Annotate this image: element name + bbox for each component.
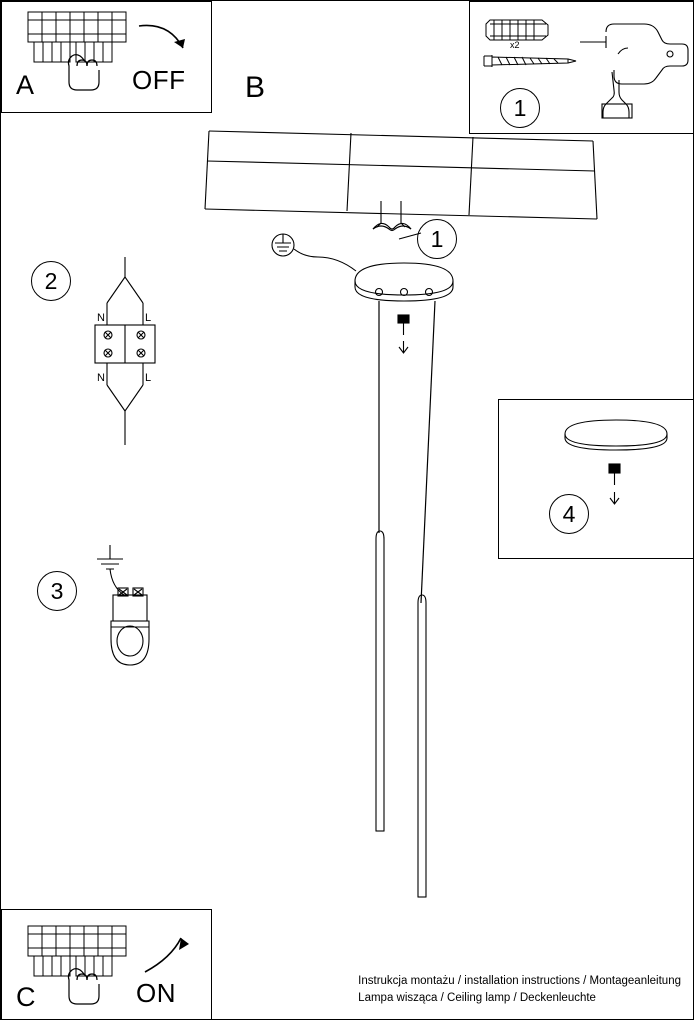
panel-a-letter: A <box>16 70 35 100</box>
step-4-panel <box>498 399 694 559</box>
panel-b-letter: B <box>245 71 266 104</box>
step-2-number: 2 <box>31 261 71 301</box>
footer-text <box>358 973 681 1008</box>
terminal-label-l-top: L <box>145 312 152 324</box>
footer-line-1: Instrukcja montażu / installation instructions / Montageanleitung <box>358 974 681 987</box>
screw-icon <box>480 50 580 72</box>
panel-c-caption: ON <box>136 978 176 1008</box>
earth-lamp-holder-icon <box>83 541 193 711</box>
bracket-callout-number: 1 <box>417 219 457 259</box>
step-1-multiplier: x2 <box>510 40 520 50</box>
step-2-panel <box>21 253 201 453</box>
terminal-label-n-bottom: N <box>97 372 105 384</box>
step-4-number: 4 <box>549 494 589 534</box>
panel-a <box>1 1 212 113</box>
arrow-down-icon <box>135 20 195 64</box>
wall-plug-icon <box>480 14 570 48</box>
step-1-panel <box>469 1 694 134</box>
arrow-up-icon <box>135 930 195 978</box>
callout-leader-line <box>399 229 423 243</box>
set-screw-detail-icon <box>600 462 630 508</box>
canopy-disc-icon <box>561 416 671 456</box>
terminal-block-switch-off-icon <box>24 8 134 103</box>
step-1-number: 1 <box>500 88 540 128</box>
step-3-panel <box>21 541 201 711</box>
terminal-label-n-top: N <box>97 312 105 324</box>
panel-a-caption: OFF <box>132 65 186 95</box>
footer-line-2: Lampa wisząca / Ceiling lamp / Deckenleuchte <box>358 991 596 1004</box>
panel-c-letter: C <box>16 982 36 1012</box>
terminal-block-wiring-icon <box>81 253 191 453</box>
terminal-block-switch-on-icon <box>24 922 134 1017</box>
pendant-tube-right-icon <box>413 593 435 905</box>
power-drill-icon <box>578 16 690 122</box>
pendant-tube-left-icon <box>371 529 393 839</box>
step-3-number: 3 <box>37 571 77 611</box>
panel-c <box>1 909 212 1020</box>
terminal-label-l-bottom: L <box>145 372 152 384</box>
